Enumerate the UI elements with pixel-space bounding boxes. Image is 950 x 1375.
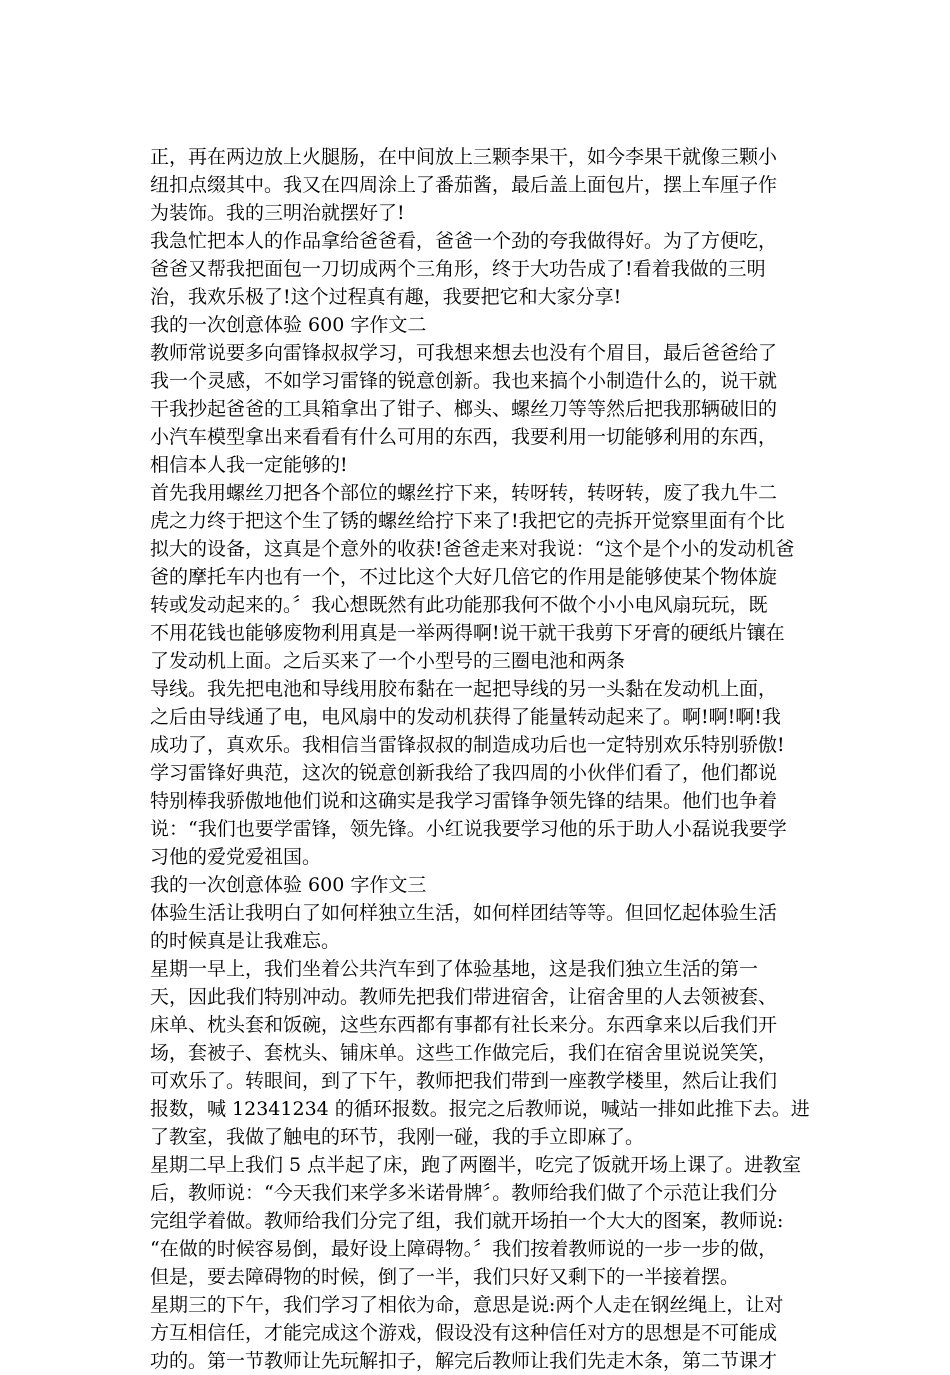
text-line: 了教室，我做了触电的环节，我刚一碰，我的手立即麻了。 xyxy=(150,1126,645,1148)
text-line: 虎之力终于把这个生了锈的螺丝给拧下来了!我把它的壳拆开觉察里面有个比 xyxy=(150,510,785,532)
section-heading: 我的一次创意体验 600 字作文三 xyxy=(150,874,427,896)
text-line: 为装饰。我的三明治就摆好了! xyxy=(150,202,405,224)
text-line: 学习雷锋好典范，这次的锐意创新我给了我四周的小伙伴们看了，他们都说 xyxy=(150,762,778,784)
text-line: 纽扣点缀其中。我又在四周涂上了番茄酱，最后盖上面包片，摆上车厘子作 xyxy=(150,174,778,196)
text-line: 星期三的下午，我们学习了相依为命，意思是说:两个人走在钢丝绳上，让对 xyxy=(150,1294,784,1316)
text-line: 但是，要去障碍物的时候，倒了一半，我们只好又剩下的一半接着摆。 xyxy=(150,1266,740,1288)
text-line: 教师常说要多向雷锋叔叔学习，可我想来想去也没有个眉目，最后爸爸给了 xyxy=(150,342,778,364)
text-line: 星期二早上我们 5 点半起了床，跑了两圈半，吃完了饭就开场上课了。进教室 xyxy=(150,1154,802,1176)
text-line: 我急忙把本人的作品拿给爸爸看，爸爸一个劲的夸我做得好。为了方便吃， xyxy=(150,230,778,252)
text-line: 说：“我们也要学雷锋，领先锋。小红说我要学习他的乐于助人小磊说我要学 xyxy=(150,818,787,840)
text-line: 后，教师说：“今天我们来学多米诺骨牌〞。教师给我们做了个示范让我们分 xyxy=(150,1182,778,1204)
text-line: 我一个灵感，不如学习雷锋的锐意创新。我也来搞个小制造什么的，说干就 xyxy=(150,370,778,392)
text-line: 之后由导线通了电，电风扇中的发动机获得了能量转动起来了。啊!啊!啊!我 xyxy=(150,706,781,728)
text-line: 导线。我先把电池和导线用胶布黏在一起把导线的另一头黏在发动机上面， xyxy=(150,678,778,700)
text-line: 成功了，真欢乐。我相信当雷锋叔叔的制造成功后也一定特别欢乐特别骄傲! xyxy=(150,734,785,756)
text-line: 方互相信任，才能完成这个游戏，假设没有这种信任对方的思想是不可能成 xyxy=(150,1322,778,1344)
text-line: 床单、枕头套和饭碗，这些东西都有事都有社长来分。东西拿来以后我们开 xyxy=(150,1014,778,1036)
text-line: 特别棒我骄傲地他们说和这确实是我学习雷锋争领先锋的结果。他们也争着 xyxy=(150,790,778,812)
text-line: 了发动机上面。之后买来了一个小型号的三圈电池和两条 xyxy=(150,650,626,672)
text-line: 报数，喊 12341234 的循环报数。报完之后教师说，喊站一排如此推下去。进 xyxy=(150,1098,810,1120)
text-line: 不用花钱也能够废物利用真是一举两得啊!说干就干我剪下牙膏的硬纸片镶在 xyxy=(150,622,785,644)
text-line: 治，我欢乐极了!这个过程真有趣，我要把它和大家分享! xyxy=(150,286,622,308)
document-body xyxy=(150,143,810,1375)
text-line: 场，套被子、套枕头、铺床单。这些工作做完后，我们在宿舍里说说笑笑， xyxy=(150,1042,778,1064)
text-line: 转或发动起来的。〞我心想既然有此功能那我何不做个小小电风扇玩玩，既 xyxy=(150,594,768,616)
text-line: 爸爸又帮我把面包一刀切成两个三角形，终于大功告成了!看着我做的三明 xyxy=(150,258,766,280)
text-line: 相信本人我一定能够的! xyxy=(150,454,348,476)
text-line: 体验生活让我明白了如何样独立生活，如何样团结等等。但回忆起体验生活 xyxy=(150,902,778,924)
section-heading: 我的一次创意体验 600 字作文二 xyxy=(150,314,427,336)
text-line: 首先我用螺丝刀把各个部位的螺丝拧下来，转呀转，转呀转，废了我九牛二 xyxy=(150,482,778,504)
text-line: 拟大的设备，这真是个意外的收获!爸爸走来对我说：“这个是个小的发动机爸 xyxy=(150,538,795,560)
text-line: 正，再在两边放上火腿肠，在中间放上三颗李果干，如今李果干就像三颗小 xyxy=(150,146,778,168)
text-line: 的时候真是让我难忘。 xyxy=(150,930,341,952)
text-line: 功的。第一节教师让先玩解扣子，解完后教师让我们先走木条，第二节课才 xyxy=(150,1350,778,1372)
text-line: 爸的摩托车内也有一个，不过比这个大好几倍它的作用是能够使某个物体旋 xyxy=(150,566,778,588)
text-line: “在做的时候容易倒，最好设上障碍物。〞我们按着教师说的一步一步的做， xyxy=(150,1238,778,1260)
text-line: 可欢乐了。转眼间，到了下午，教师把我们带到一座教学楼里，然后让我们 xyxy=(150,1070,778,1092)
text-line: 完组学着做。教师给我们分完了组，我们就开场拍一个大大的图案，教师说: xyxy=(150,1210,784,1232)
text-line: 天，因此我们特别冲动。教师先把我们带进宿舍，让宿舍里的人去领被套、 xyxy=(150,986,778,1008)
text-line: 星期一早上，我们坐着公共汽车到了体验基地，这是我们独立生活的第一 xyxy=(150,958,759,980)
text-line: 小汽车模型拿出来看看有什么可用的东西，我要利用一切能够利用的东西， xyxy=(150,426,778,448)
text-line: 干我抄起爸爸的工具箱拿出了钳子、榔头、螺丝刀等等然后把我那辆破旧的 xyxy=(150,398,778,420)
text-line: 习他的爱党爱祖国。 xyxy=(150,846,322,868)
